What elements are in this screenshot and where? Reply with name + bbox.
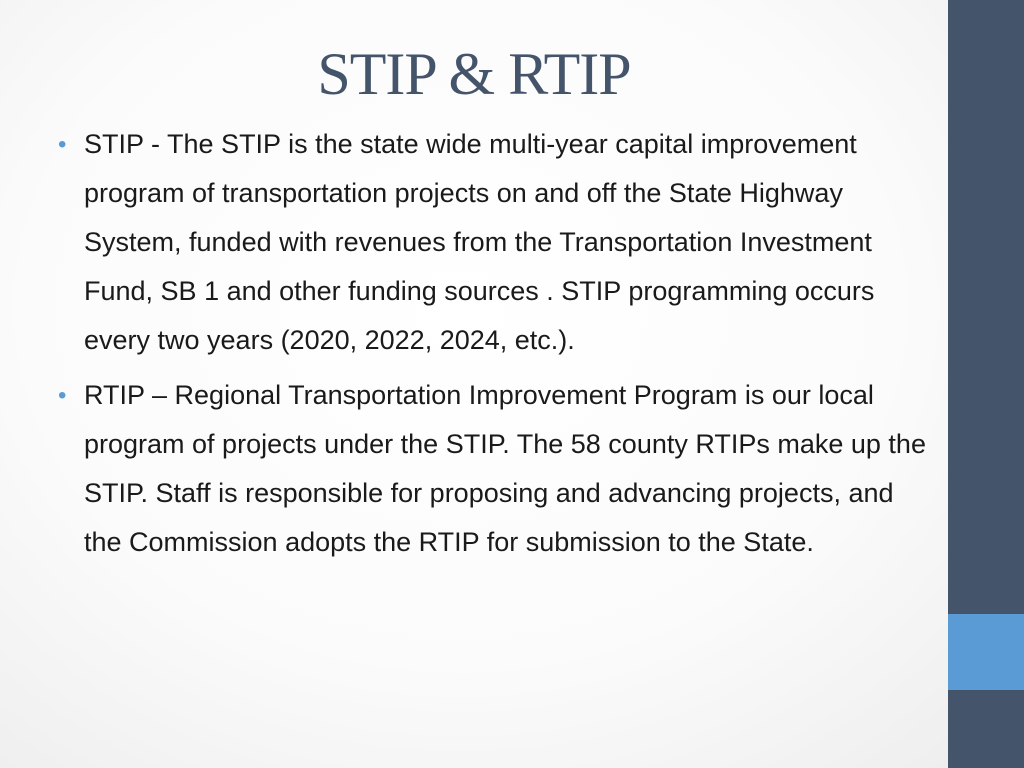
bullet-text: RTIP – Regional Transportation Improvement Program is our local program of projects under the STIP. The 58 county RTIPs make up the STIP. Staff is responsible for proposing and advancing projects, and the Commission adopts the RTIP for submission to the State.: [84, 380, 926, 557]
bullet-dot-icon: •: [58, 382, 67, 409]
bullet-item-rtip: [58, 371, 938, 567]
side-accent-block: [948, 614, 1024, 690]
bullet-text: STIP - The STIP is the state wide multi-year capital improvement program of transportation projects on and off the State Highway System, funded with revenues from the Transportation Investment Fund, SB 1 and other funding sources . STIP programming occurs every two years (2020, 2022, 2024, etc.).: [84, 129, 875, 355]
bullet-list: [58, 120, 938, 573]
bullet-item-stip: [58, 120, 938, 365]
bullet-dot-icon: •: [58, 131, 67, 158]
slide-title: STIP & RTIP: [317, 41, 631, 107]
